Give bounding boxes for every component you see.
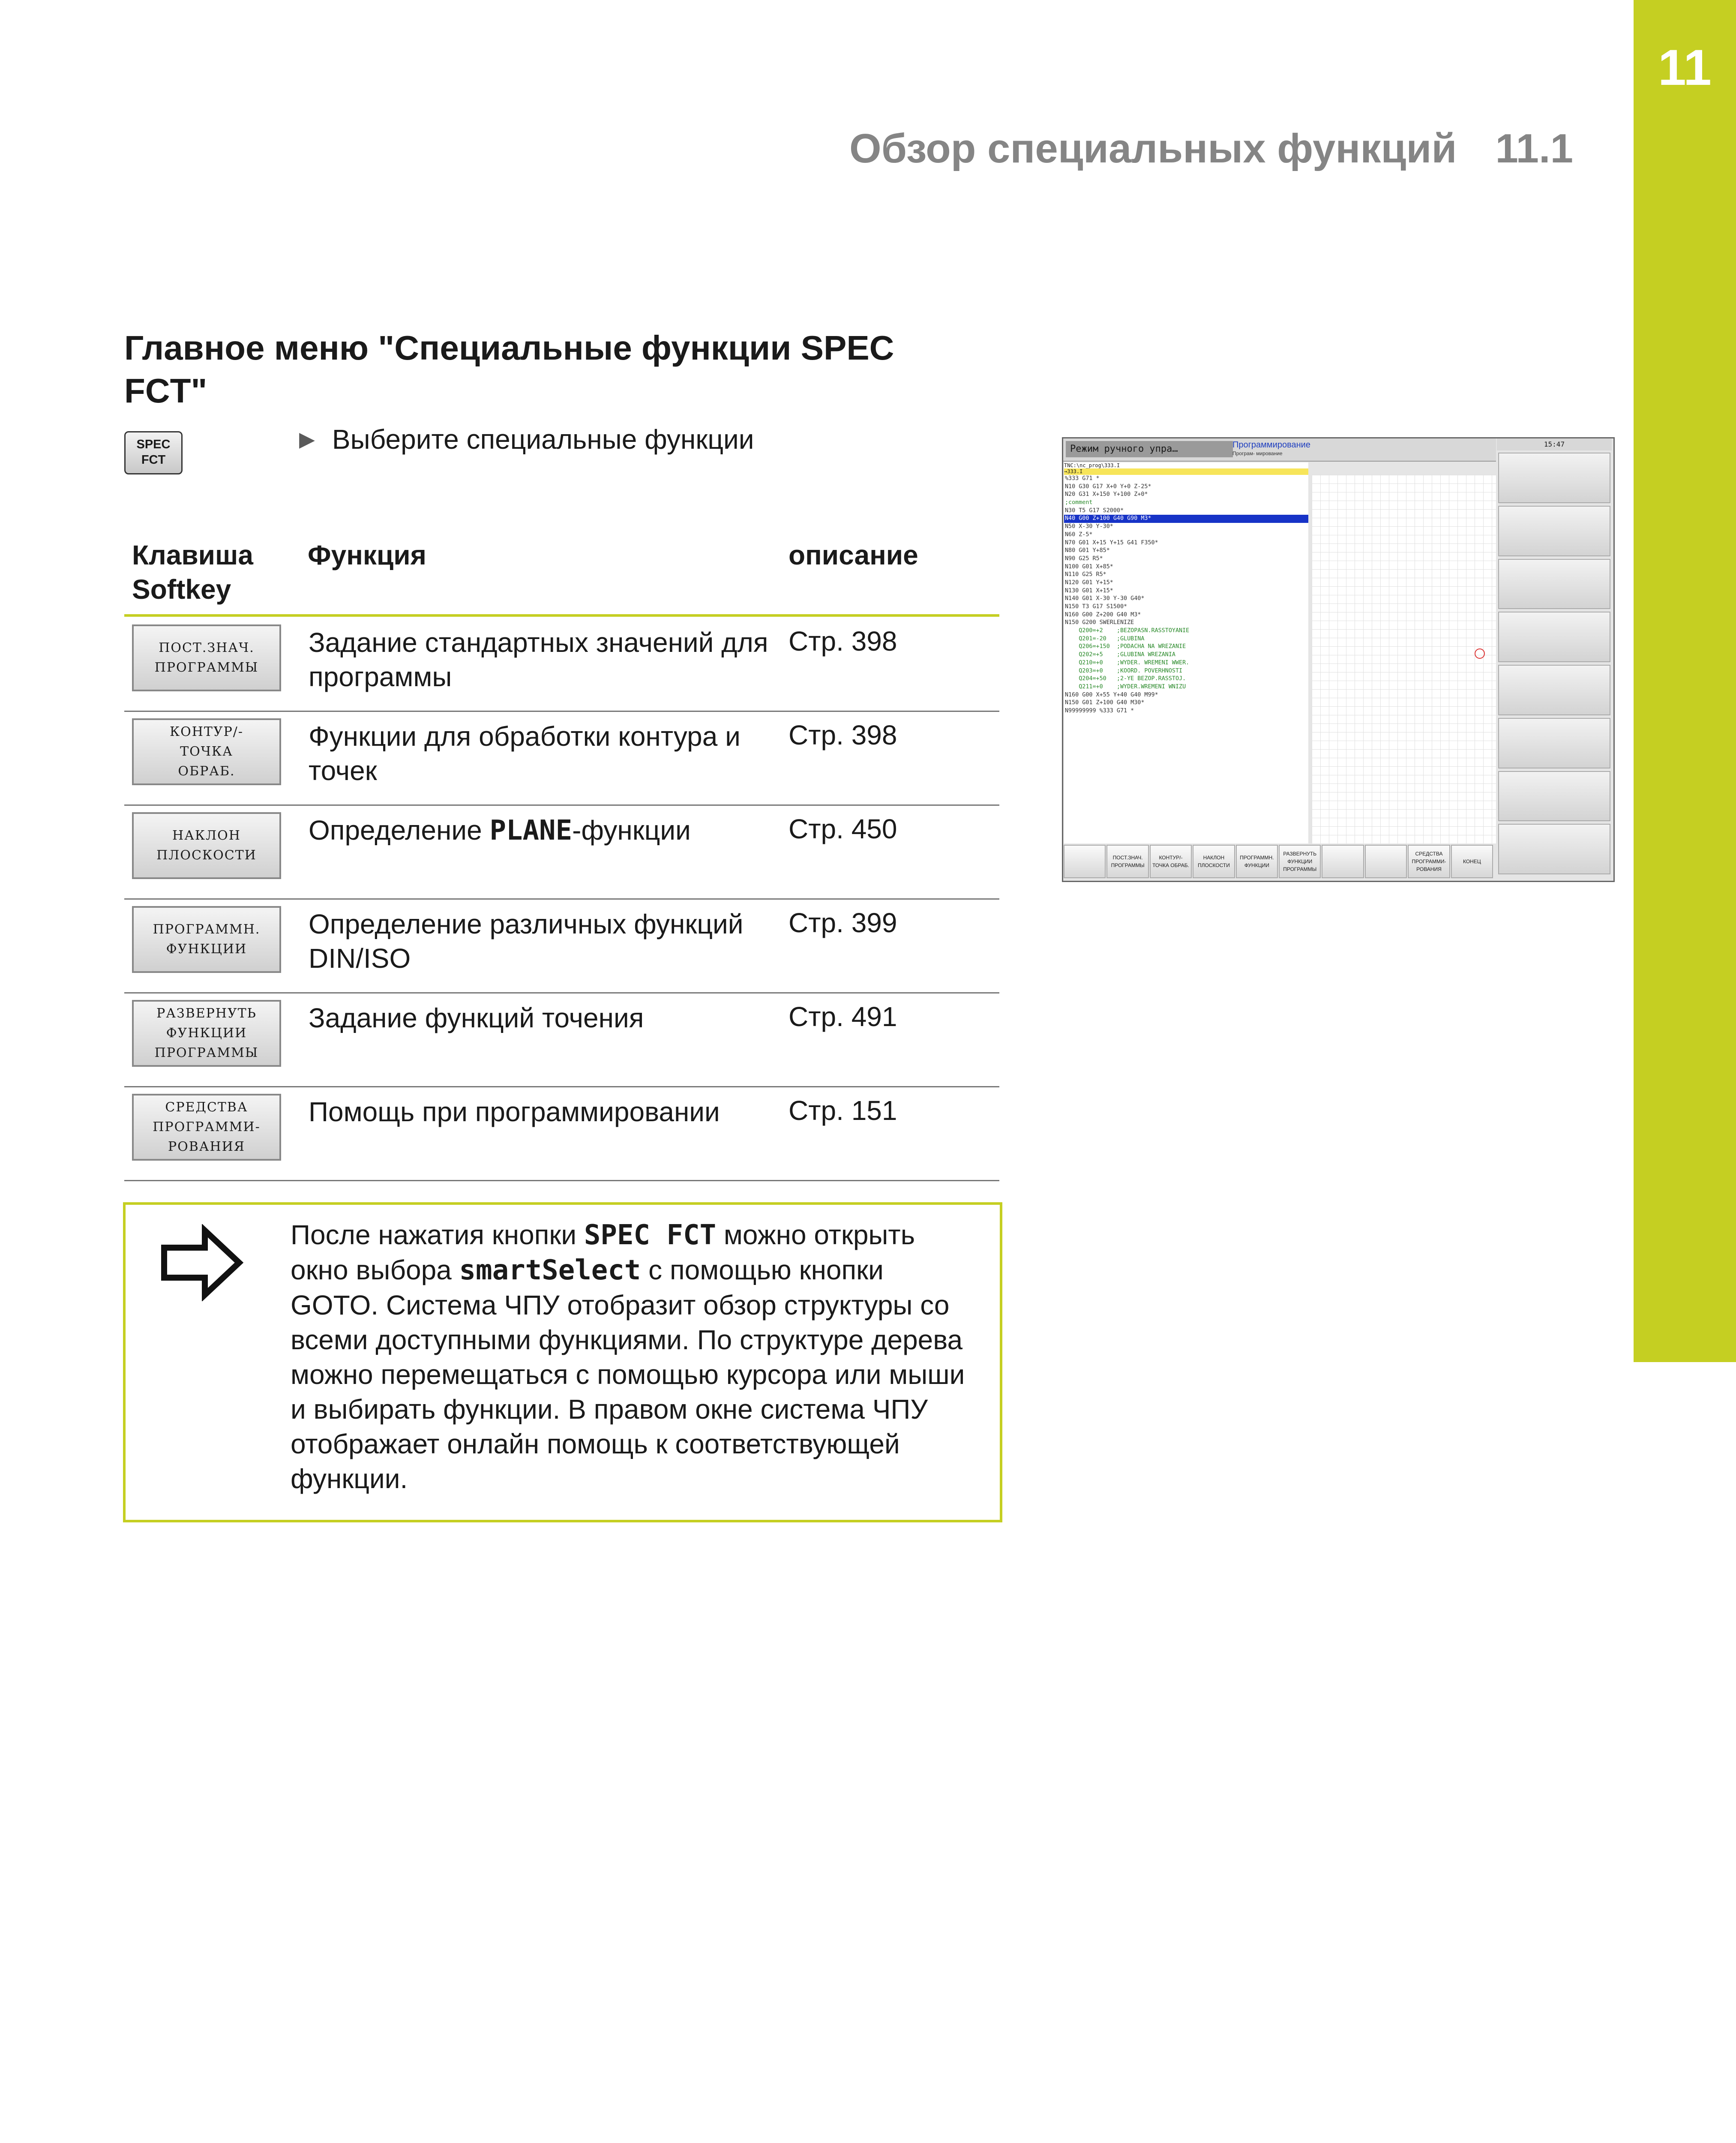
page-reference: Стр. 398: [789, 720, 897, 750]
page-reference: Стр. 398: [789, 626, 897, 657]
code-line: Q211=+0 ;WYDER.WREMENI WNIZU: [1065, 683, 1186, 690]
col-header-description: описание: [789, 540, 918, 570]
softkey[interactable]: ПРОГРАММН. ФУНКЦИИ: [1236, 845, 1278, 878]
vertical-softkeys: [1497, 451, 1612, 876]
arrow-right-icon: [160, 1224, 246, 1301]
code-line: N90 G25 R5*: [1065, 555, 1103, 562]
col-header-function: Функция: [308, 540, 426, 570]
softkey[interactable]: [1322, 845, 1364, 878]
graphics-window: [1312, 475, 1496, 843]
table-row: [124, 617, 999, 712]
softkey-image: ПОСТ.ЗНАЧ. ПРОГРАММЫ: [132, 624, 281, 691]
code-line: N160 G00 X+55 Y+40 G40 M99*: [1065, 691, 1158, 698]
page-reference: Стр. 450: [789, 813, 897, 844]
section-heading: Главное меню "Специальные функции SPEC FCT": [124, 329, 894, 410]
code-line: N150 T3 G17 S1500*: [1065, 603, 1127, 610]
mode-tab-programming[interactable]: Программирование: [1232, 440, 1310, 450]
code-line: Q210=+0 ;WYDER. WREMENI WWER.: [1065, 659, 1190, 666]
code-line: N150 G200 SWERLENIZE: [1065, 619, 1134, 626]
code-line: N100 G01 X+85*: [1065, 563, 1113, 570]
code-line: N140 G01 X-30 Y-30 G40*: [1065, 595, 1145, 602]
page-reference: Стр. 399: [789, 907, 897, 938]
chapter-number: 11: [1658, 39, 1712, 96]
table-row: [124, 992, 999, 1087]
table-row: [124, 804, 999, 900]
softkey[interactable]: [1365, 845, 1407, 878]
function-text: Задание функций точения: [309, 1002, 644, 1033]
code-line: %333 G71 *: [1065, 475, 1100, 482]
page-header: [849, 125, 1573, 172]
page-reference: Стр. 151: [789, 1095, 897, 1126]
softkey[interactable]: РАЗВЕРНУТЬ ФУНКЦИИ ПРОГРАММЫ: [1279, 845, 1321, 878]
code-line: N50 X-30 Y-30*: [1065, 523, 1113, 530]
softkey-image: КОНТУР/- ТОЧКА ОБРАБ.: [132, 718, 281, 785]
code-line: N130 G01 X+15*: [1065, 587, 1113, 594]
crosshair-marker: [1475, 648, 1485, 659]
softkey-image: РАЗВЕРНУТЬ ФУНКЦИИ ПРОГРАММЫ: [132, 1000, 281, 1067]
triangle-bullet-icon: ▶: [299, 428, 315, 451]
code-line: N30 T5 G17 S2000*: [1065, 507, 1124, 514]
tnc-screenshot: [1062, 437, 1615, 882]
code-line: Q201=-20 ;GLUBINA: [1065, 635, 1145, 642]
code-line: N80 G01 Y+85*: [1065, 547, 1110, 554]
code-line: N10 G30 G17 X+0 Y+0 Z-25*: [1065, 483, 1151, 490]
spec-fct-key-icon: SPEC FCT: [124, 431, 183, 474]
code-line: N150 G01 Z+100 G40 M30*: [1065, 699, 1145, 706]
function-text: Функции для обработки контура и точек: [309, 721, 741, 786]
code-line: Q200=+2 ;BEZOPASN.RASSTOYANIE: [1065, 627, 1190, 634]
note-box: [123, 1202, 1002, 1522]
code-line: Q206=+150 ;PODACHA NA WREZANIE: [1065, 643, 1186, 650]
softkey[interactable]: НАКЛОН ПЛОСКОСТИ: [1193, 845, 1235, 878]
softkey[interactable]: СРЕДСТВА ПРОГРАММИ- РОВАНИЯ: [1408, 845, 1450, 878]
file-name-bar: →333.I: [1064, 468, 1308, 475]
function-text: Определение различных функций DIN/ISO: [309, 909, 744, 974]
softkey[interactable]: [1064, 845, 1106, 878]
table-row: [124, 1086, 999, 1181]
clock: 15:47: [1497, 438, 1612, 450]
code-line: N70 G01 X+15 Y+15 G41 F350*: [1065, 539, 1158, 546]
file-path: TNC:\nc_prog\333.I: [1064, 462, 1308, 468]
code-line: ;comment: [1065, 499, 1093, 506]
code-line: Q202=+5 ;GLUBINA WREZANIA: [1065, 651, 1175, 658]
code-line: N20 G31 X+150 Y+100 Z+0*: [1065, 491, 1148, 498]
softkey[interactable]: КОНТУР/- ТОЧКА ОБРАБ.: [1150, 845, 1192, 878]
header-title: Обзор специальных функций: [849, 126, 1457, 171]
function-text: Определение PLANE-функции: [309, 815, 691, 846]
function-text: Помощь при программировании: [309, 1096, 720, 1127]
softkey-image: ПРОГРАММН. ФУНКЦИИ: [132, 906, 281, 973]
header-section: 11.1: [1495, 126, 1573, 171]
program-listing: [1064, 475, 1308, 843]
page-reference: Стр. 491: [789, 1001, 897, 1032]
step-instruction: ▶ Выберите специальные функции: [299, 424, 754, 455]
code-line: N110 G25 R5*: [1065, 571, 1106, 578]
table-row: [124, 711, 999, 806]
table-row: [124, 898, 999, 993]
code-line: N99999999 %333 G71 *: [1065, 707, 1134, 714]
code-line: N120 G01 Y+15*: [1065, 579, 1113, 586]
chapter-tab: [1634, 0, 1736, 1362]
code-line: N160 G00 Z+200 G40 M3*: [1065, 611, 1141, 618]
softkey-image: НАКЛОН ПЛОСКОСТИ: [132, 812, 281, 879]
function-text: Задание стандартных значений для программы: [309, 627, 768, 692]
mode-tab-manual[interactable]: Режим ручного упра…: [1066, 441, 1233, 457]
code-line: Q204=+50 ;2-YE BEZOP.RASSTOJ.: [1065, 675, 1186, 682]
col-header-softkey: Клавиша Softkey: [132, 540, 253, 605]
note-text: После нажатия кнопки SPEC FCT можно открыть окно выбора smartSelect с помощью кнопки GOTO. Система ЧПУ отобразит обзор структуры со всеми доступными функциями. По структуре дерева можно перемещаться с помощью курсора или мыши и выбирать функции. В правом окне система ЧПУ отображает онлайн помощь к соответствующей функции.: [291, 1219, 965, 1494]
softkey-bar: [1063, 843, 1493, 879]
code-line: Q203=+0 ;KOORD. POVERHNOSTI: [1065, 667, 1183, 674]
softkey[interactable]: КОНЕЦ: [1451, 845, 1493, 878]
softkey-image: СРЕДСТВА ПРОГРАММИ- РОВАНИЯ: [132, 1094, 281, 1161]
code-line: N40 G00 Z+100 G40 G90 M3*: [1064, 515, 1308, 523]
code-line: N60 Z-5*: [1065, 531, 1093, 538]
softkey[interactable]: ПОСТ.ЗНАЧ. ПРОГРАММЫ: [1106, 845, 1148, 878]
mode-subtitle: Програм- мирование: [1232, 450, 1283, 456]
